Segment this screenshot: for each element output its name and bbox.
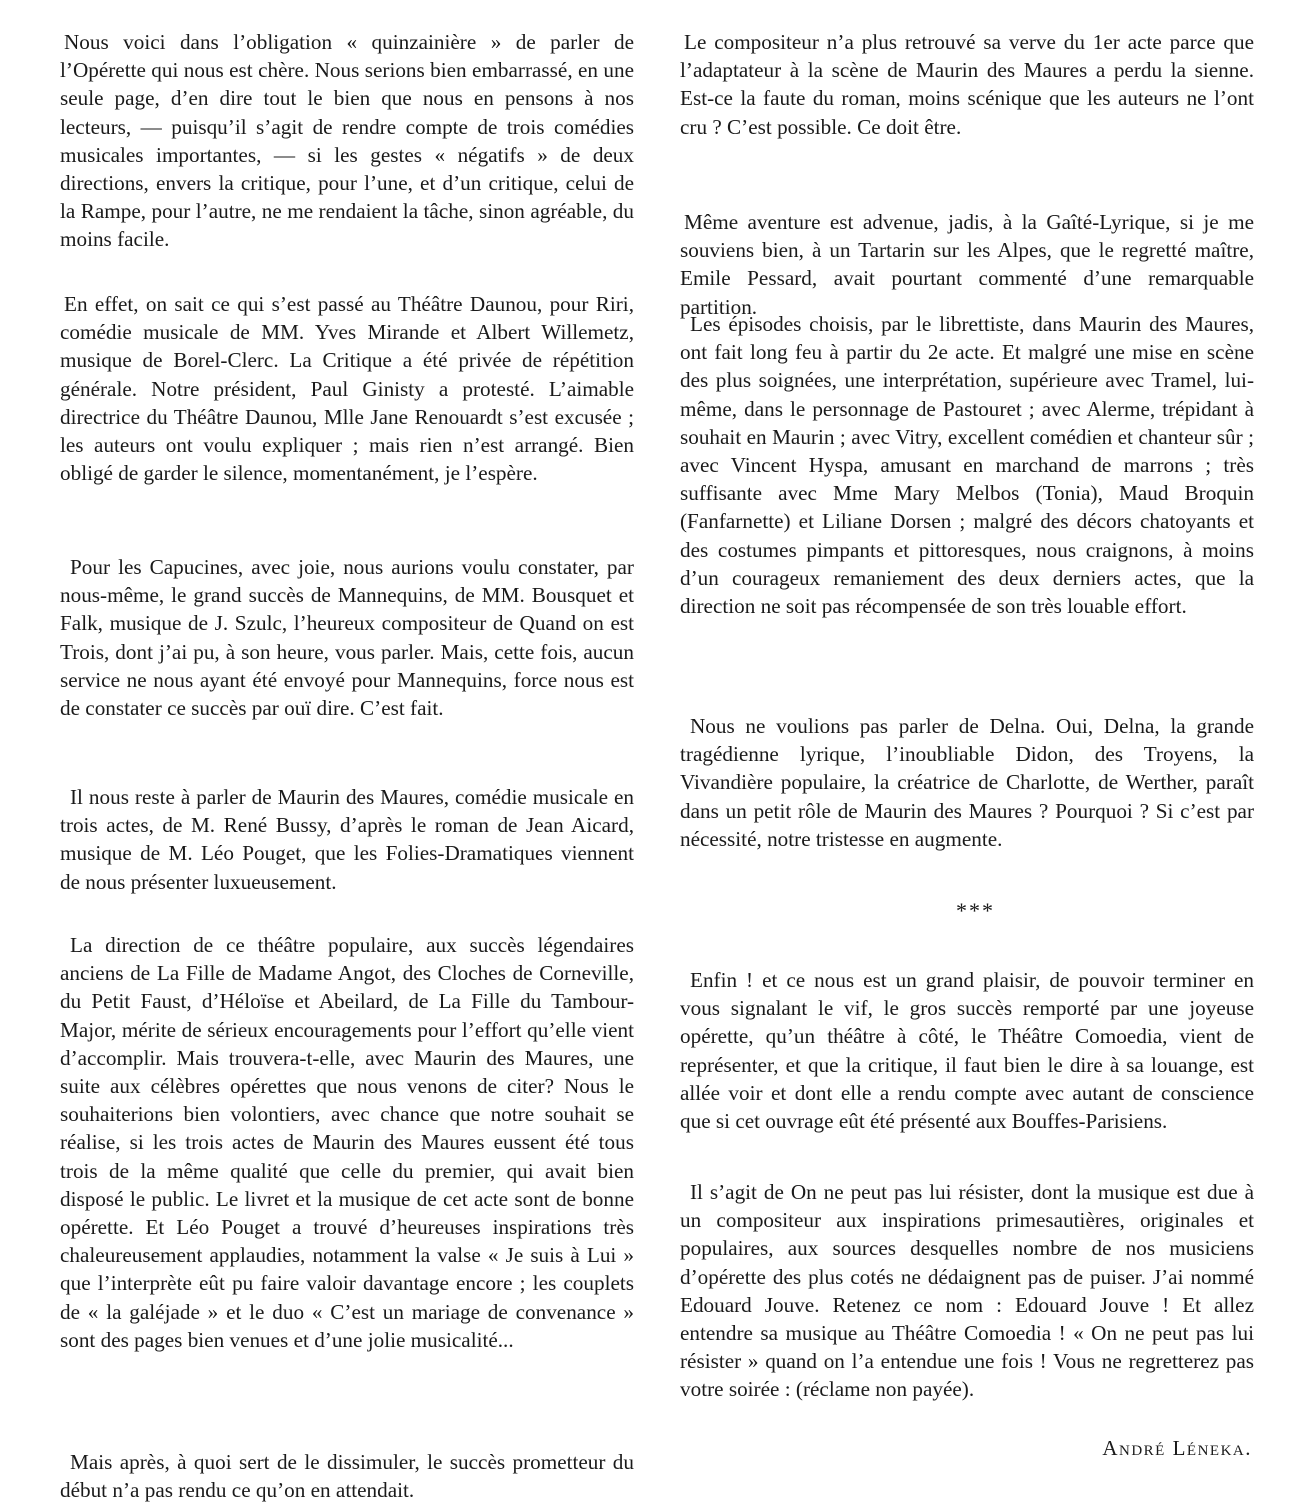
paragraph-episodes: Les épisodes choisis, par le librettiste, dans Maurin des Maures, ont fait long feu à partir du 2e acte. Et malgré une mise en scène des plus soignées, une interprétation, supérieure avec Tramel, lui-même, dans le personnage de Pastouret ; avec Alerme, trépidant à souhait en Maurin ; avec Vitry, excellent comédien et chanteur sûr ; avec Vincent Hyspa, amusant en marchand de marrons ; très suffisante avec Mme Mary Melbos (Tonia), Maud Broquin (Fanfarnette) et Liliane Dorsen ; malgré des décors chatoyants et des costumes pimpants et pittoresques, nous craignons, à moins d’un courageux remaniement des deux derniers actes, que la direction ne soit pas récompensée de son très louable effort.	[680, 312, 1254, 619]
section-separator: ***	[956, 898, 995, 923]
paragraph-intro: Nous voici dans l’obligation « quinzainière » de parler de l’Opérette qui nous est chère. Nous serions bien embarrassé, en une seule page, d’en dire tout le bien que nous en pensons à nos lecteurs, — puisqu’il s’agit de rendre compte de trois comédies musicales importantes, — si les gestes « négatifs » de deux directions, envers la critique, pour l’une, et d’un critique, celui de la Rampe, pour l’autre, ne me rendaient la tâche, sinon agréable, du moins facile.	[60, 30, 634, 252]
paragraph-delna: Nous ne voulions pas parler de Delna. Oui, Delna, la grande tragédienne lyrique, l’inoubliable Didon, des Troyens, la Vivandière populaire, la créatrice de Charlotte, de Werther, paraît dans un petit rôle de Maurin des Maures ? Pourquoi ? Si c’est par nécessité, notre tristesse en augmente.	[680, 714, 1254, 851]
paragraph-direction: La direction de ce théâtre populaire, aux succès légendaires anciens de La Fille de Madame Angot, des Cloches de Corneville, du Petit Faust, d’Héloïse et Abeilard, de La Fille du Tambour-Major, mérite de sérieux encouragements pour l’effort qu’elle vient d’accomplir. Mais trouvera-t-elle, avec Maurin des Maures, une suite aux célèbres opérettes que nous venons de citer? Nous le souhaiterions bien volontiers, avec chance que notre souhait se réalise, si les trois actes de Maurin des Maures eussent été tous trois de la même qualité que celle du premier, qui avait bien disposé le public. Le livret et la musique de cet acte sont de bonne opérette. Et Léo Pouget a trouvé d’heureuses inspirations très chaleureusement applaudies, notamment la valse « Je suis à Lui » que l’interprète eût pu faire valoir davantage encore ; les couplets de « la galéjade » et le duo « C’est un mariage de convenance » sont des pages bien venues et d’une jolie musicalité...	[60, 933, 634, 1352]
author-signature: André Léneka.	[1102, 1436, 1252, 1460]
paragraph-capucines: Pour les Capucines, avec joie, nous aurions voulu constater, par nous-même, le grand succès de Mannequins, de MM. Bousquet et Falk, musique de J. Szulc, l’heureux compositeur de Quand on est Trois, dont j’ai pu, à son heure, vous parler. Mais, cette fois, aucun service ne nous ayant été envoyé pour Mannequins, force nous est de constater ce succès par ouï dire. C’est fait.	[60, 555, 634, 721]
paragraph-jouve: Il s’agit de On ne peut pas lui résister, dont la musique est due à un compositeur aux inspirations primesautières, originales et populaires, aux sources desquelles nombre de nos musiciens d’opérette des plus cotés ne dédaignent pas de puiser. J’ai nommé Edouard Jouve. Retenez ce nom : Edouard Jouve ! Et allez entendre sa musique au Théâtre Comoedia ! « On ne peut pas lui résister » quand on l’a entendue une fois ! Vous ne regretterez pas votre soirée : (réclame non payée).	[680, 1180, 1254, 1402]
paragraph-mais-apres: Mais après, à quoi sert de le dissimuler, le succès prometteur du début n’a pas rendu ce qu’on en attendait.	[60, 1450, 634, 1503]
paragraph-enfin: Enfin ! et ce nous est un grand plaisir, de pouvoir terminer en vous signalant le vif, le gros succès remporté par une joyeuse opérette, qu’un théâtre à côté, le Théâtre Comoedia, vient de représenter, et que la critique, il faut bien le dire à sa louange, est allée voir et dont elle a rendu compte avec autant de conscience que si cet ouvrage eût été présenté aux Bouffes-Parisiens.	[680, 968, 1254, 1134]
paragraph-maurin-intro: Il nous reste à parler de Maurin des Maures, comédie musicale en trois actes, de M. René Bussy, d’après le roman de Jean Aicard, musique de M. Léo Pouget, que les Folies-Dramatiques viennent de nous présenter luxueusement.	[60, 785, 634, 894]
paragraph-daunou: En effet, on sait ce qui s’est passé au Théâtre Daunou, pour Riri, comédie musicale de MM. Yves Mirande et Albert Willemetz, musique de Borel-Clerc. La Critique a été privée de répétition générale. Notre président, Paul Ginisty a protesté. L’aimable directrice du Théâtre Daunou, Mlle Jane Renouardt s’est excusée ; les auteurs ont voulu expliquer ; mais rien n’est arrangé. Bien obligé de garder le silence, momentanément, je l’espère.	[60, 292, 634, 486]
paragraph-compositeur: Le compositeur n’a plus retrouvé sa verve du 1er acte parce que l’adaptateur à la scène de Maurin des Maures a perdu la sienne. Est-ce la faute du roman, moins scénique que les auteurs ne l’ont cru ? C’est possible. Ce doit être.	[680, 30, 1254, 139]
paragraph-gaite-lyrique: Même aventure est advenue, jadis, à la Gaîté-Lyrique, si je me souviens bien, à un Tartarin sur les Alpes, que le regretté maître, Emile Pessard, avait pourtant commenté d’une remarquable partition.	[680, 210, 1254, 319]
